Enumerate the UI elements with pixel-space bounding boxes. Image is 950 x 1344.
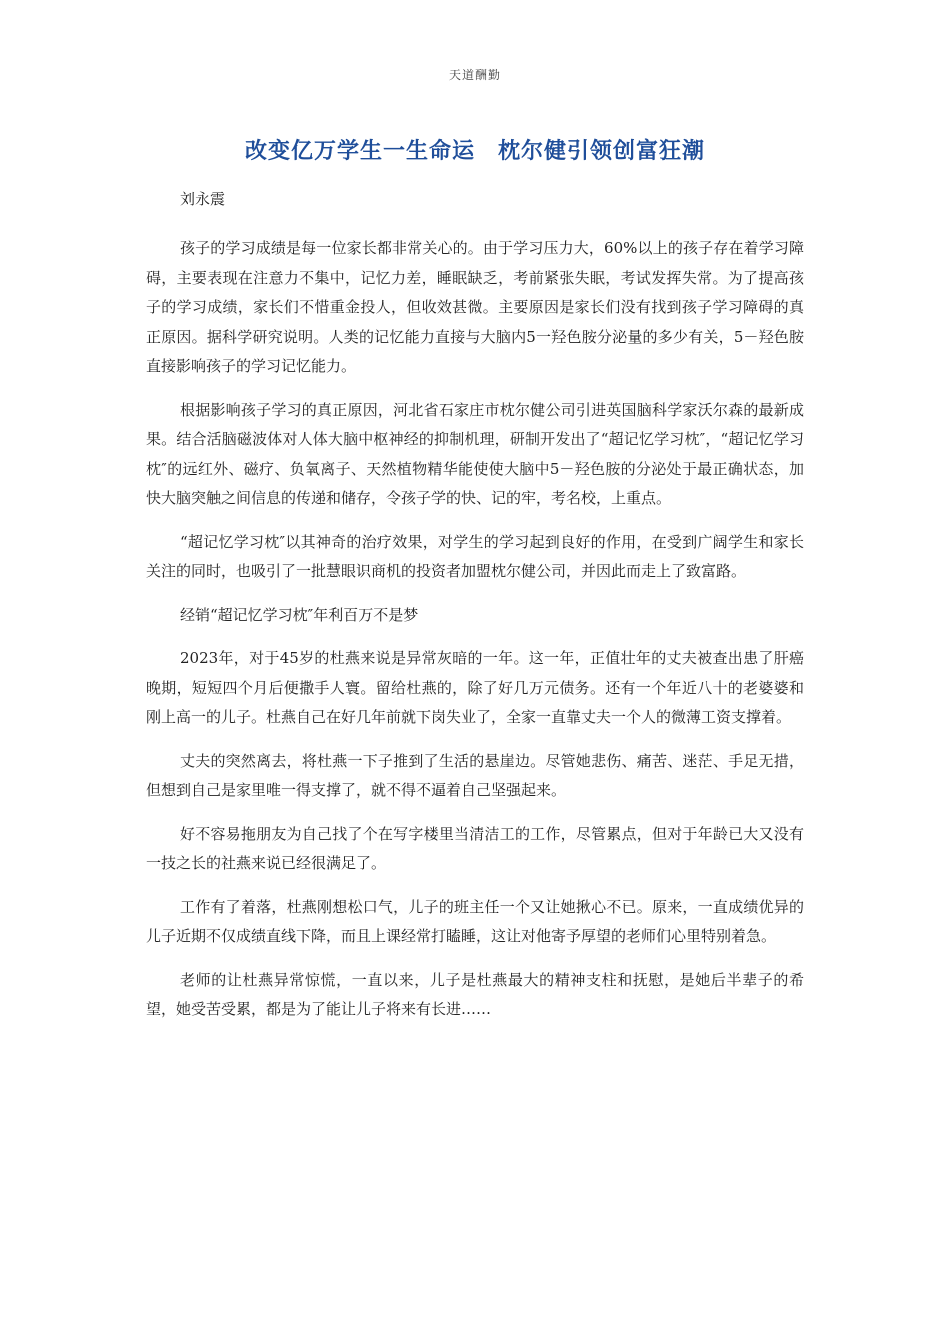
page-header: 天道酬勤 — [448, 68, 501, 82]
paragraph: “超记忆学习枕″以其神奇的治疗效果，对学生的学习起到良好的作用，在受到广阔学生和家长关注的同时，也吸引了一批慧眼识商机的投资者加盟枕尔健公司，并因此而走上了致富路。 — [146, 532, 804, 580]
article-body — [146, 186, 804, 1039]
paragraph: 工作有了着落，杜燕刚想松口气，儿子的班主任一个又让她揪心不已。原来，一直成绩优异的儿子近期不仅成绩直线下降，而且上课经常打瞌睡，这让对他寄予厚望的老师们心里特别着急。 — [146, 897, 804, 945]
article-title: 改变亿万学生一生命运 枕尔健引领创富狂潮 — [244, 139, 705, 164]
paragraph: 好不容易拖朋友为自己找了个在写字楼里当清洁工的工作，尽管累点，但对于年龄已大又没有一技之长的社燕来说已经很满足了。 — [146, 824, 804, 872]
section-subheading: 经销“超记忆学习枕″年利百万不是梦 — [180, 605, 419, 624]
article-author: 刘永震 — [180, 190, 226, 208]
paragraph: 老师的让杜燕异常惊慌，一直以来，儿子是杜燕最大的精神支柱和抚慰，是她后半辈子的希望，她受苦受累，都是为了能让儿子将来有长进…… — [146, 970, 804, 1018]
paragraph: 根据影响孩子学习的真正原因，河北省石家庄市枕尔健公司引进英国脑科学家沃尔森的最新成果。结合活脑磁波体对人体大脑中枢神经的抑制机理，研制开发出了“超记忆学习枕″，“超记忆学习枕″的远红外、磁疗、负氧离子、天然植物精华能使使大脑中5－羟色胺的分泌处于最正确状态，加快大脑突触之间信息的传递和储存，令孩子学的快、记的牢，考名校，上重点。 — [146, 400, 804, 507]
paragraph: 2023年，对于45岁的杜燕来说是异常灰暗的一年。这一年，正值壮年的丈夫被查出患了肝癌晚期，短短四个月后便撒手人寰。留给杜燕的，除了好几万元债务。还有一个年近八十的老婆婆和刚上高一的儿子。杜燕自己在好几年前就下岗失业了，全家一直靠丈夫一个人的微薄工资支撑着。 — [146, 649, 804, 726]
paragraph: 丈夫的突然离去，将杜燕一下子推到了生活的悬崖边。尽管她悲伤、痛苦、迷茫、手足无措，但想到自己是家里唯一得支撑了，就不得不逼着自己坚强起来。 — [146, 751, 804, 799]
paragraph: 孩子的学习成绩是每一位家长都非常关心的。由于学习压力大，60%以上的孩子存在着学习障碍，主要表现在注意力不集中，记忆力差，睡眠缺乏，考前紧张失眠，考试发挥失常。为了提高孩子的学习成绩，家长们不惜重金投人，但收效甚微。主要原因是家长们没有找到孩子学习障碍的真正原因。据科学研究说明。人类的记忆能力直接与大脑内5一羟色胺分泌量的多少有关，5－羟色胺直接影响孩子的学习记忆能力。 — [146, 239, 804, 375]
